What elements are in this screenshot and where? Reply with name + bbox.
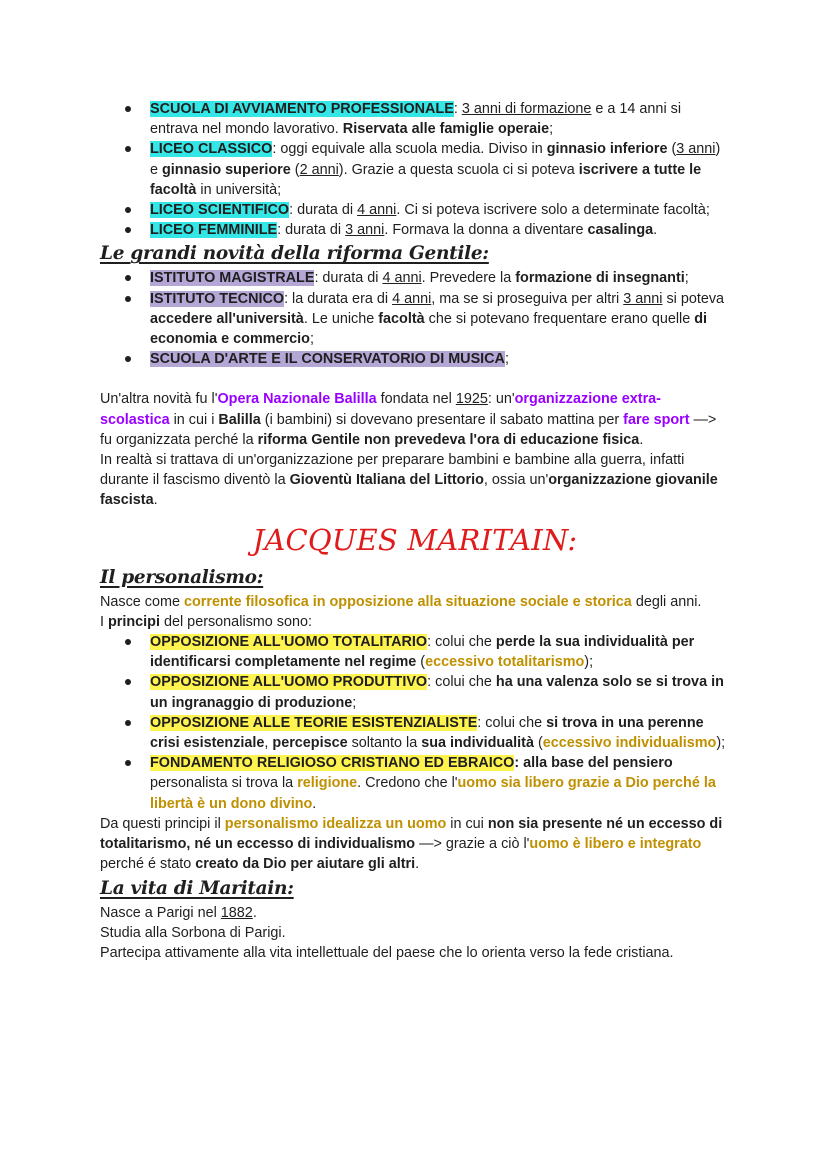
list-item [150,220,730,240]
text: ) e [150,141,721,178]
text: . [153,492,158,509]
list-item [150,349,730,369]
purple-text: organizzazione extra-scolastica [100,391,661,428]
school-types-list [100,99,730,240]
text: . [639,431,644,448]
bold-text: : alla base del pensiero [514,755,673,772]
text: ); [716,735,726,752]
highlighted-term: ISTITUTO TECNICO [150,290,285,307]
text: . [312,795,317,812]
list-item [150,672,730,712]
section-heading-vita: La vita di Maritain: [100,877,294,899]
gold-text: personalismo idealizza un uomo [224,815,447,832]
highlighted-term: ISTITUTO MAGISTRALE [150,270,315,287]
bold-text: formazione di insegnanti [515,270,685,287]
highlighted-term: SCUOLA D'ARTE E IL CONSERVATORIO DI MUSICA [150,351,505,368]
text: che si potevano frequentare erano quelle [424,310,695,327]
text: , [264,735,273,752]
text: , ma se si proseguiva per altri [431,290,624,307]
list-item [150,713,730,753]
list-item [150,268,730,288]
paragraph-da-questi [100,814,730,875]
bold-text: si trova in una perenne crisi esistenziale [150,714,704,752]
bold-text: casalinga [587,222,654,239]
highlighted-term: LICEO SCIENTIFICO [150,202,290,219]
list-item [150,289,730,350]
text: : durata di [277,222,346,239]
text: personalista si trova la [150,775,298,792]
bold-text: Riservata alle famiglie operaie [342,121,550,138]
text: Un'altra novità fu l' [100,391,218,408]
underlined-text: 3 anni [676,141,716,158]
list-item [150,99,730,139]
text: : oggi equivale alla scuola media. Diviso in [272,141,547,158]
gold-text: eccessivo individualismo [542,735,717,752]
chapter-title: JACQUES MARITAIN: [252,522,578,557]
text: In realtà si trattava di un'organizzazione per preparare bambini e bambine alla guerra, infatti durante il fascismo diventò la [100,452,685,489]
text: : colui che [427,674,496,691]
bold-text: percepisce [272,735,348,752]
text: I [100,613,108,630]
text: Nasce a Parigi nel [100,904,221,921]
text: ( [416,654,426,671]
bold-text: principi [108,613,160,630]
underlined-text: 1882 [220,904,253,921]
text: in cui i [169,411,219,428]
underlined-text: 3 anni [345,222,385,239]
reform-novelties-list [100,268,730,369]
vita-line-2: Studia alla Sorbona di Parigi. [100,924,286,941]
text: ( [667,141,677,158]
underlined-text: 4 anni [382,270,422,287]
text: perché é stato [100,856,196,873]
text: ; [309,331,314,348]
underlined-text: 3 anni [623,290,663,307]
text: ; [549,121,554,138]
bold-text: iscrivere a tutte le facoltà [150,161,702,198]
text: ). Grazie a questa scuola ci si poteva [338,161,579,178]
underlined-text: 3 anni di formazione [461,101,592,117]
text: Nasce come [100,593,184,610]
text: del personalismo sono: [159,613,312,630]
underlined-text: 2 anni [299,161,339,178]
bold-text: riforma Gentile non prevedeva l'ora di educazione fisica [257,431,640,448]
bold-text: organizzazione giovanile fascista [100,472,718,509]
text: fondata nel [376,391,456,408]
text: ; [352,694,357,711]
text: : colui che [477,714,547,731]
text: . [653,222,658,239]
bold-text: ginnasio inferiore [546,141,668,158]
bold-text: di economia e commercio [150,310,708,348]
text: soltanto la [347,735,422,752]
text: ; [504,351,509,368]
purple-text: Opera Nazionale Balilla [217,391,377,408]
bold-text: non sia presente né un eccesso di totalitarismo, né un eccesso di individualismo [100,815,723,853]
text: . Credono che l' [357,775,458,792]
bold-text: ha una valenza solo se si trova in un ingranaggio di produzione [150,674,724,711]
highlighted-term: OPPOSIZIONE ALL'UOMO PRODUTTIVO [150,674,428,691]
highlighted-term: LICEO FEMMINILE [150,222,278,239]
underlined-text: 1925 [455,391,488,408]
spacer [100,369,730,389]
highlighted-term: SCUOLA DI AVVIAMENTO PROFESSIONALE [150,101,454,117]
text: ); [584,654,594,671]
text: : la durata era di [284,290,393,307]
text: degli anni. [631,593,702,610]
highlighted-term: OPPOSIZIONE ALLE TEORIE ESISTENZIALISTE [150,714,478,731]
text: ; [684,270,689,287]
text: ( [290,161,300,178]
text: in cui [446,815,488,832]
vita-line-1 [100,903,730,923]
text: , ossia un' [483,472,549,489]
bold-text: creato da Dio per aiutare gli altri [195,856,416,873]
vita-line-3: Partecipa attivamente alla vita intellettuale del paese che lo orienta verso la fede cristiana. [100,944,674,961]
highlighted-term: FONDAMENTO RELIGIOSO CRISTIANO ED EBRAICO [150,755,515,772]
text: . Ci si poteva iscrivere solo a determinate facoltà; [396,202,710,219]
text: : durata di [314,270,383,287]
text: : un' [487,391,515,408]
text: —> fu organizzata perché la [100,411,717,448]
text: e a 14 anni si entrava nel mondo lavorativo. [150,101,682,138]
underlined-text: 4 anni [357,202,397,219]
purple-text: fare sport [623,411,690,428]
underlined-text: 4 anni [392,290,432,307]
bold-text: ginnasio superiore [162,161,291,178]
text: . Formava la donna a diventare [384,222,588,239]
bold-text: accedere all'università [150,310,304,327]
text: (i bambini) si dovevano presentare il sabato mattina per [260,411,624,428]
principles-list [100,632,730,814]
text: . Prevedere la [421,270,516,287]
bold-text: Balilla [218,411,261,428]
gold-text: uomo è libero e integrato [529,836,702,853]
text: . Le uniche [303,310,379,327]
paragraph-realta [100,450,730,511]
text: . [415,856,420,873]
gold-text: religione [297,775,358,792]
text: si poteva [662,290,725,307]
text: Da questi principi il [100,815,225,832]
list-item [150,139,730,200]
bold-text: perde la sua individualità per identificarsi completamente nel regime [150,634,695,671]
text: : [453,101,462,117]
section-heading-personalismo: Il personalismo: [100,566,264,588]
text: . [252,904,257,921]
paragraph-principi [100,612,730,632]
highlighted-term: LICEO CLASSICO [150,141,273,158]
bold-text: Gioventù Italiana del Littorio [289,472,484,489]
paragraph-balilla [100,389,730,450]
text: : durata di [289,202,358,219]
text: —> grazie a ciò l' [415,836,530,853]
text: ( [533,735,543,752]
gold-text: corrente filosofica in opposizione alla situazione sociale e storica [183,593,632,610]
list-item [150,200,730,220]
section-heading-riforma: Le grandi novità della riforma Gentile: [100,243,489,265]
paragraph-nasce [100,592,730,612]
document-page [100,99,730,963]
list-item [150,632,730,672]
text: : colui che [427,634,496,651]
list-item [150,753,730,814]
gold-text: eccessivo totalitarismo [425,654,585,671]
bold-text: facoltà [378,310,425,327]
text: in università; [196,181,282,198]
gold-text: uomo sia libero grazie a Dio perché la libertà è un dono divino [150,775,716,812]
highlighted-term: OPPOSIZIONE ALL'UOMO TOTALITARIO [150,634,428,651]
bold-text: sua individualità [421,735,534,752]
